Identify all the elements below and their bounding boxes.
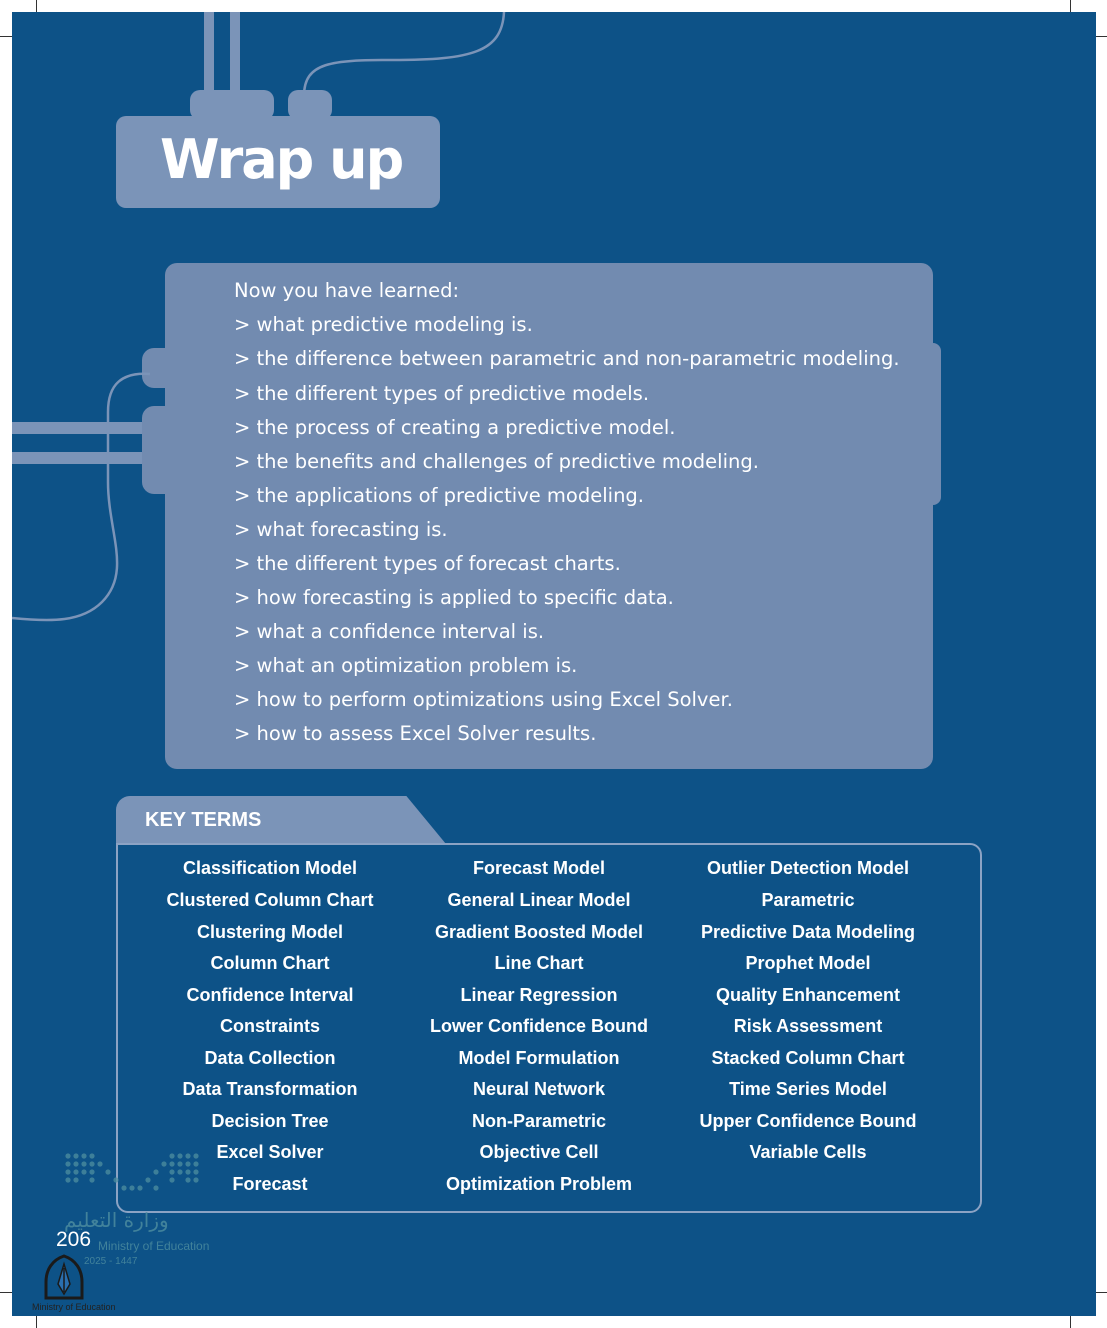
learned-heading: Now you have learned: bbox=[234, 279, 460, 302]
key-term: Neural Network bbox=[472, 1079, 606, 1099]
key-terms-label: KEY TERMS bbox=[145, 809, 262, 831]
ministry-english-name: Ministry of Education bbox=[98, 1239, 210, 1253]
key-term: General Linear Model bbox=[447, 890, 631, 910]
key-term: Optimization Problem bbox=[445, 1174, 632, 1194]
key-term: Variable Cells bbox=[749, 1142, 867, 1162]
key-term: Outlier Detection Model bbox=[706, 858, 910, 878]
key-term: Forecast Model bbox=[472, 858, 606, 878]
learned-item: > how forecasting is applied to specific data. bbox=[234, 586, 674, 609]
key-term: Clustering Model bbox=[196, 922, 343, 942]
key-term: Constraints bbox=[219, 1016, 320, 1036]
key-term: Lower Confidence Bound bbox=[430, 1016, 648, 1036]
learned-item: > the process of creating a predictive model. bbox=[234, 416, 676, 439]
key-term: Stacked Column Chart bbox=[711, 1048, 905, 1068]
key-term: Line Chart bbox=[494, 953, 584, 973]
key-term: Clustered Column Chart bbox=[166, 890, 374, 910]
learned-item: > the benefits and challenges of predictive modeling. bbox=[234, 450, 759, 473]
key-term: Data Collection bbox=[204, 1048, 336, 1068]
key-term: Data Transformation bbox=[182, 1079, 358, 1099]
key-term: Excel Solver bbox=[216, 1142, 324, 1162]
key-term: Model Formulation bbox=[458, 1048, 620, 1068]
page bbox=[12, 12, 1096, 1316]
learned-item: > what forecasting is. bbox=[234, 518, 448, 541]
key-term: Linear Regression bbox=[460, 985, 618, 1005]
ministry-dots-logo bbox=[64, 1152, 200, 1196]
key-term: Classification Model bbox=[182, 858, 358, 878]
learned-item: > the difference between parametric and non-parametric modeling. bbox=[234, 347, 900, 370]
key-term: Prophet Model bbox=[745, 953, 871, 973]
ministry-logo-caption: Ministry of Education bbox=[32, 1302, 116, 1312]
learned-item: > what a confidence interval is. bbox=[234, 620, 545, 643]
key-term: Time Series Model bbox=[729, 1079, 887, 1099]
key-term: Objective Cell bbox=[479, 1142, 599, 1162]
ministry-emblem-icon bbox=[44, 1254, 84, 1300]
learned-item: > what predictive modeling is. bbox=[234, 313, 533, 336]
key-term: Quality Enhancement bbox=[715, 985, 901, 1005]
key-term: Gradient Boosted Model bbox=[434, 922, 643, 942]
key-term: Risk Assessment bbox=[733, 1016, 883, 1036]
key-term: Column Chart bbox=[210, 953, 330, 973]
learned-item: > what an optimization problem is. bbox=[234, 654, 578, 677]
key-term: Non-Parametric bbox=[471, 1111, 607, 1131]
key-term: Upper Confidence Bound bbox=[699, 1111, 917, 1131]
page-title: Wrap up bbox=[160, 128, 403, 191]
learned-item: > the different types of forecast charts. bbox=[234, 552, 621, 575]
learned-item: > the applications of predictive modeling. bbox=[234, 484, 645, 507]
ministry-years: 2025 - 1447 bbox=[84, 1256, 138, 1267]
key-term: Forecast bbox=[232, 1174, 308, 1194]
learned-item: > how to assess Excel Solver results. bbox=[234, 722, 597, 745]
key-term: Predictive Data Modeling bbox=[700, 922, 916, 942]
key-term: Confidence Interval bbox=[186, 985, 354, 1005]
key-term: Decision Tree bbox=[211, 1111, 329, 1131]
learned-item: > the different types of predictive models. bbox=[234, 382, 650, 405]
page-number: 206 bbox=[56, 1228, 92, 1251]
key-term: Parametric bbox=[761, 890, 855, 910]
ministry-arabic-name: وزارة التعليم bbox=[64, 1208, 169, 1232]
learned-item: > how to perform optimizations using Excel Solver. bbox=[234, 688, 733, 711]
